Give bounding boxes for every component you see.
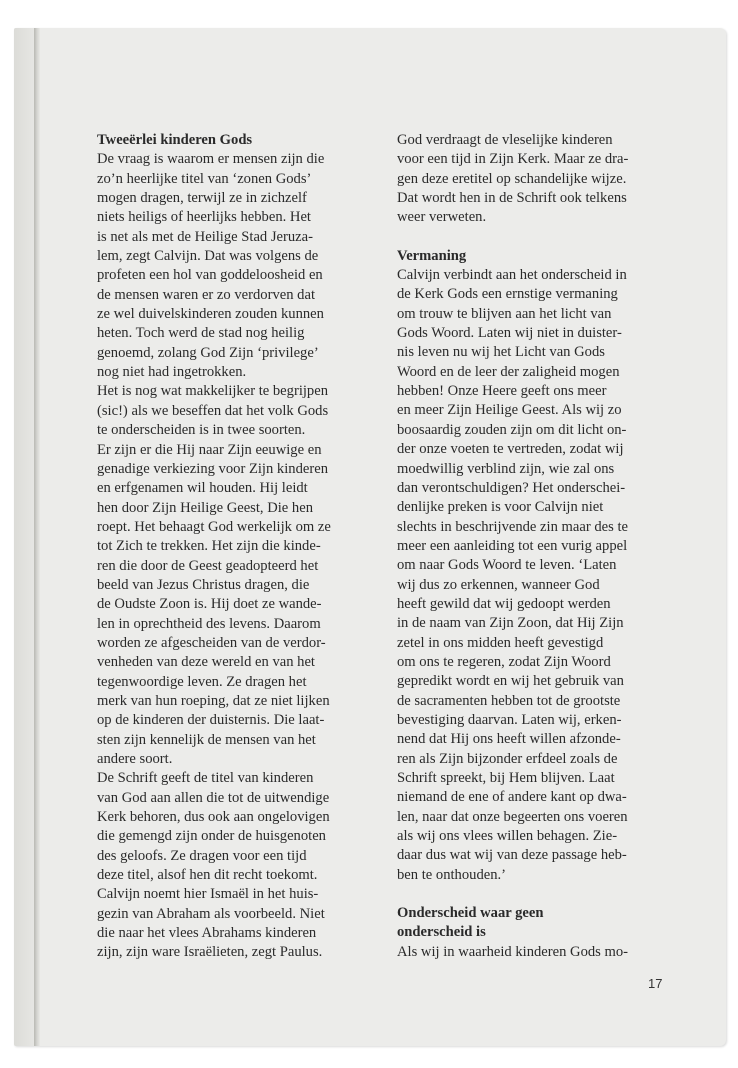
text-line: wij dus zo erkennen, wanneer God <box>397 576 600 593</box>
text-line: beeld van Jezus Christus dragen, die <box>97 576 310 593</box>
text-line: Calvijn verbindt aan het onderscheid in <box>397 267 627 284</box>
vermaning-text <box>397 266 672 885</box>
text-line: deze titel, alsof hen dit recht toekomt. <box>97 867 318 884</box>
text-line: hen door Zijn Heilige Geest, Die hen <box>97 499 314 516</box>
paragraph-gap <box>397 885 672 904</box>
text-line: worden ze afgescheiden van de verdor- <box>97 634 326 651</box>
text-line: om ons te regeren, zodat Zijn Woord <box>397 653 611 670</box>
text-line: Als wij in waarheid kinderen Gods mo- <box>397 943 629 960</box>
text-line: roept. Het behaagt God werkelijk om ze <box>97 518 331 535</box>
text-line: weer verweten. <box>397 209 487 226</box>
text-line: zijn, zijn ware Israëlieten, zegt Paulus. <box>97 944 323 961</box>
text-line: Schrift spreekt, bij Hem blijven. Laat <box>397 770 615 786</box>
text-line: boosaardig zouden zijn om dit licht on- <box>397 421 627 438</box>
text-line: nend dat Hij ons heeft willen afzonde- <box>397 731 621 748</box>
text-line: lem, zegt Calvijn. Dat was volgens de <box>97 248 319 265</box>
text-line: om trouw te blijven aan het licht van <box>397 305 612 322</box>
text-line: De vraag is waarom er mensen zijn die <box>97 151 325 168</box>
text-line: genoemd, zolang God Zijn ‘privilege’ <box>97 344 319 361</box>
text-line: sten zijn kennelijk de mensen van het <box>97 731 316 748</box>
text-line: gen deze eretitel op schandelijke wijze. <box>397 170 627 187</box>
text-line: Calvijn noemt hier Ismaël in het huis- <box>97 886 319 903</box>
text-line: en erfgenamen wil houden. Hij leidt <box>97 480 308 497</box>
text-line: de Kerk Gods een ernstige vermaning <box>397 286 618 303</box>
text-line: die gemengd zijn onder de huisgenoten <box>97 828 326 845</box>
text-line: zetel in ons midden heeft gevestigd <box>397 634 604 651</box>
text-line: die naar het vlees Abrahams kinderen <box>97 925 317 942</box>
text-line: daar dus wat wij van deze passage heb- <box>397 847 627 864</box>
text-line: in de naam van Zijn Zoon, dat Hij Zijn <box>397 615 624 632</box>
text-line: der onze voeten te vertreden, zodat wij <box>397 441 624 458</box>
text-line: ben te onthouden.’ <box>397 866 507 883</box>
left-column <box>97 131 359 963</box>
text-line: merk van hun roeping, dat ze niet lijken <box>97 692 330 709</box>
text-line: niemand de ene of andere kant op dwa- <box>397 789 627 806</box>
text-line: genadige verkiezing voor Zijn kinderen <box>97 460 328 477</box>
page-gutter-shadow <box>34 28 40 1046</box>
text-line: nog niet had ingetrokken. <box>97 364 247 381</box>
text-line: de sacramenten hebben tot de grootste <box>397 692 621 709</box>
text-line: bevestiging daarvan. Laten wij, erken- <box>397 711 622 728</box>
text-line: moedwillig verblind zijn, wie zal ons <box>397 460 615 477</box>
text-line: (sic!) als we beseffen dat het volk Gods <box>97 402 329 419</box>
text-line: denlijke preken is voor Calvijn niet <box>397 499 604 516</box>
text-line: Het is nog wat makkelijker te begrijpen <box>97 383 328 400</box>
text-line: voor een tijd in Zijn Kerk. Maar ze dra- <box>397 151 629 168</box>
onderscheid-text <box>397 943 672 962</box>
text-line: tot Zich te trekken. Het zijn die kinde- <box>97 538 321 555</box>
text-line: ze wel duivelskinderen zouden kunnen <box>97 306 324 323</box>
section-heading-tweeerlei: Tweeërlei kinderen Gods <box>97 132 253 148</box>
text-line: mogen dragen, terwijl ze in zichzelf <box>97 190 307 207</box>
text-line: gezin van Abraham als voorbeeld. Niet <box>97 905 325 922</box>
text-line: te onderscheiden is in twee soorten. <box>97 422 306 439</box>
text-line: des geloofs. Ze dragen voor een tijd <box>97 847 307 864</box>
text-line: Kerk behoren, dus ook aan ongelovigen <box>97 809 330 826</box>
text-line: de mensen waren er zo verdorven dat <box>97 286 315 303</box>
text-line: Er zijn er die Hij naar Zijn eeuwige en <box>97 441 322 458</box>
page-spine <box>14 28 34 1046</box>
text-line: is net als met de Heilige Stad Jeruza- <box>97 228 313 245</box>
book-page <box>14 28 726 1046</box>
text-line: de Oudste Zoon is. Hij doet ze wande- <box>97 596 322 613</box>
text-line: len, naar dat onze begeerten ons voeren <box>397 808 628 825</box>
text-line: op de kinderen der duisternis. Die laat- <box>97 712 325 729</box>
text-line: God verdraagt de vleselijke kinderen <box>397 132 613 148</box>
right-column <box>397 131 672 962</box>
text-line: heten. Toch werd de stad nog heilig <box>97 325 305 342</box>
text-line: len in oprechtheid des levens. Daarom <box>97 615 321 632</box>
text-line: Gods Woord. Laten wij niet in duister- <box>397 325 622 342</box>
paragraph-gap <box>397 228 672 247</box>
section-heading-line: Onderscheid waar geen <box>397 905 544 922</box>
text-line: Woord en de leer der zaligheid mogen <box>397 363 620 380</box>
text-line: slechts in beschrijvende zin maar des te <box>397 518 628 535</box>
text-line: en meer Zijn Heilige Geest. Als wij zo <box>397 402 622 419</box>
text-line: niets heiligs of heerlijks hebben. Het <box>97 209 311 226</box>
text-line: zo’n heerlijke titel van ‘zonen Gods’ <box>97 170 312 187</box>
text-line: andere soort. <box>97 751 173 767</box>
text-line: als wij ons vlees willen behagen. Zie- <box>397 828 618 845</box>
text-line: De Schrift geeft de titel van kinderen <box>97 770 314 787</box>
text-line: om naar Gods Woord te leven. ‘Laten <box>397 557 617 574</box>
text-line: meer een aanleiding tot een vurig appel <box>397 537 628 554</box>
text-line: heeft gewild dat wij gedoopt werden <box>397 595 611 612</box>
text-line: hebben! Onze Heere geeft ons meer <box>397 383 607 400</box>
page-number: 17 <box>648 976 663 991</box>
section-heading-onderscheid <box>397 904 672 943</box>
text-line: venheden van deze wereld en van het <box>97 654 315 671</box>
text-line: Dat wordt hen in de Schrift ook telkens <box>397 190 627 207</box>
text-line: van God aan allen die tot de uitwendige <box>97 789 330 806</box>
text-line: nis leven nu wij het Licht van Gods <box>397 344 605 361</box>
section-heading-line: onderscheid is <box>397 924 486 941</box>
text-line: tegenwoordige leven. Ze dragen het <box>97 673 307 690</box>
right-column-intro-text <box>397 131 672 228</box>
left-column-text <box>97 150 359 962</box>
section-heading-vermaning: Vermaning <box>397 247 467 264</box>
text-line: ren die door de Geest geadopteerd het <box>97 557 319 574</box>
text-line: profeten een hol van goddeloosheid en <box>97 267 323 284</box>
text-line: gepredikt wordt en wij het gebruik van <box>397 673 624 690</box>
text-line: ren als Zijn bijzonder erfdeel zoals de <box>397 750 618 767</box>
text-line: dan verontschuldigen? Het onderschei- <box>397 479 626 496</box>
